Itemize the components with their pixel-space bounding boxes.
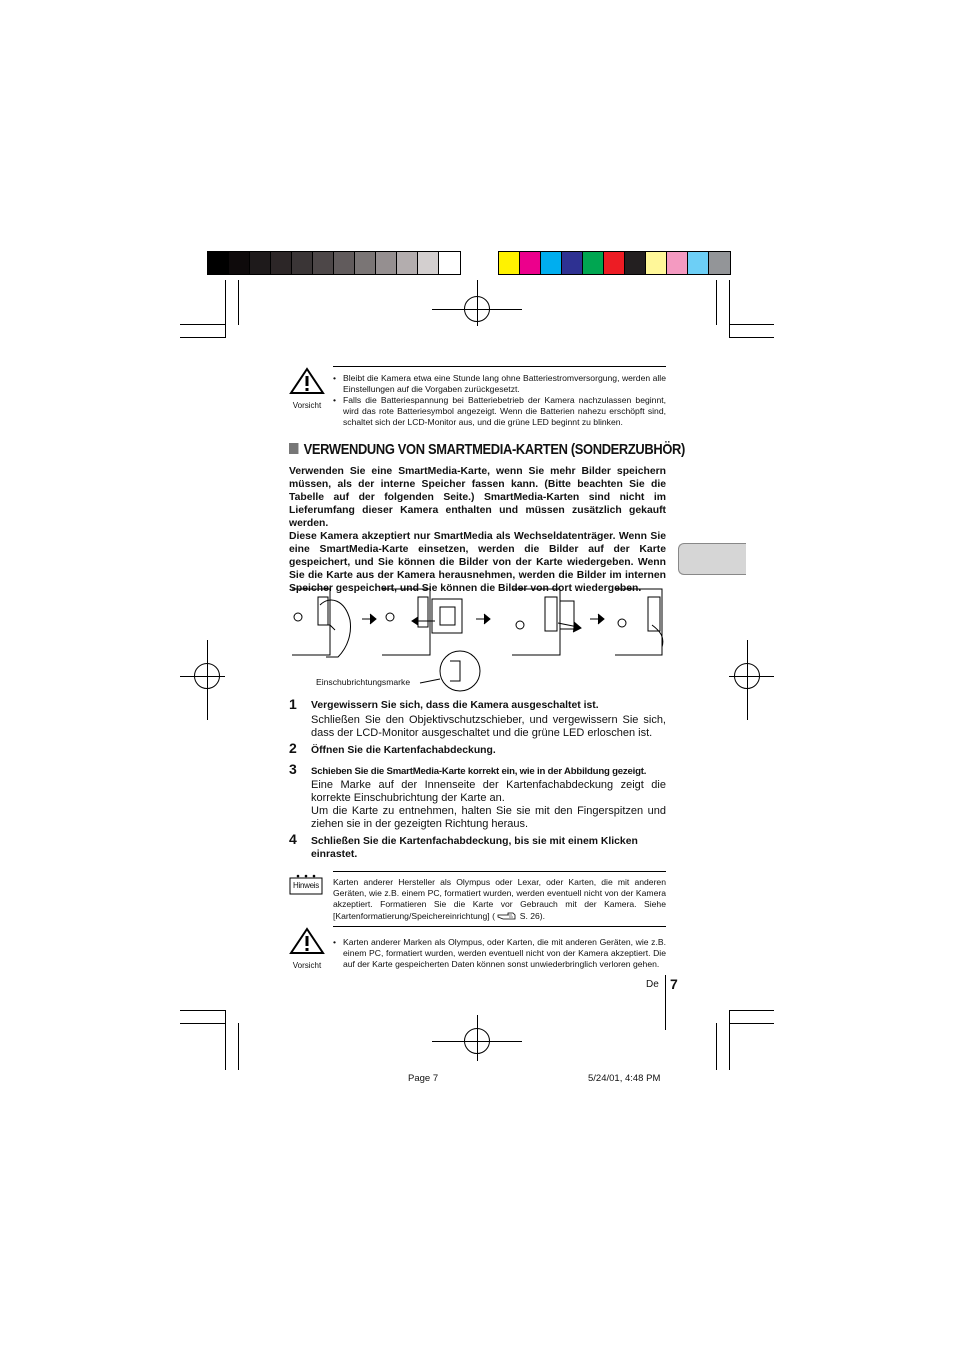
page-number: 7 <box>670 976 678 992</box>
crop-mark <box>729 337 774 338</box>
crop-mark <box>225 280 226 338</box>
caution-list <box>333 937 666 970</box>
step-number: 4 <box>289 831 297 847</box>
step-heading: Öffnen Sie die Kartenfachabdeckung. <box>311 745 496 756</box>
color-swatch <box>376 252 397 274</box>
crop-mark <box>729 280 730 338</box>
step-paragraph: Um die Karte zu entnehmen, halten Sie sie mit den Fingerspitzen und ziehen sie in der gezeigten Richtung heraus. <box>311 805 666 830</box>
color-swatch <box>625 252 646 274</box>
color-swatch <box>604 252 625 274</box>
color-scale-bar <box>498 251 731 275</box>
divider <box>333 871 666 872</box>
color-swatch <box>313 252 334 274</box>
crop-mark <box>729 1010 774 1011</box>
color-swatch <box>271 252 292 274</box>
pointing-hand-icon <box>497 910 517 920</box>
step-body <box>311 714 666 740</box>
caution-icon-block <box>287 927 327 970</box>
print-page: Page 7 <box>408 1073 439 1084</box>
color-swatch <box>499 252 520 274</box>
hinweis-label: Hinweis <box>293 881 319 890</box>
crop-mark <box>729 1023 774 1024</box>
list-item: • Falls die Batteriespannung bei Batteriebetrieb der Kamera nachzulassen beginnt, wird das rote Batteriesymbol angezeigt. Wenn die Batterien nahezu erschöpft sind, schaltet sich der LCD-Monitor aus, und die grüne LED beginnt zu blinken. <box>333 395 666 428</box>
crop-mark <box>747 640 748 720</box>
crop-mark <box>180 337 225 338</box>
crop-mark <box>225 1010 226 1070</box>
crop-mark <box>180 324 225 325</box>
caution-icon-block <box>287 367 327 410</box>
gray-scale-bar <box>207 251 461 275</box>
crop-mark <box>207 640 208 720</box>
section-title: VERWENDUNG VON SMARTMEDIA-KARTEN (SONDERZUBHÖR) <box>289 441 616 458</box>
color-swatch <box>397 252 418 274</box>
step-paragraph: Schließen Sie den Objektivschutzschieber, und vergewissern Sie sich, dass der LCD-Monitor ausgeschaltet und die grüne LED erloschen ist. <box>311 714 666 739</box>
color-swatch <box>229 252 250 274</box>
illustration-label: Einschubrichtungsmarke <box>316 677 411 687</box>
intro-paragraph: Verwenden Sie eine SmartMedia-Karte, wenn Sie mehr Bilder speichern müssen, als der interne Speicher fassen kann. (Bitte beachten Sie die Tabelle auf der folgenden Seite.) SmartMedia-Karten sind nicht im Lieferumfang dieser Kamera enthalten und müssen zusätzlich gekauft werden. <box>289 466 666 529</box>
list-item: • Bleibt die Kamera etwa eine Stunde lang ohne Batteriestromversorgung, werden alle Einstellungen auf die Vorgaben zurückgesetzt. <box>333 373 666 395</box>
color-swatch <box>667 252 688 274</box>
crop-mark <box>716 280 717 325</box>
print-date: 5/24/01, 4:48 PM <box>588 1073 661 1084</box>
crop-mark <box>477 1015 478 1061</box>
caution-label: Vorsicht <box>292 961 322 970</box>
crop-mark <box>238 280 239 325</box>
color-swatch <box>562 252 583 274</box>
divider <box>665 975 666 1030</box>
crop-mark <box>180 1023 225 1024</box>
color-swatch <box>250 252 271 274</box>
caution-list <box>333 373 666 428</box>
step-paragraph: Eine Marke auf der Innenseite der Kartenfachabdeckung zeigt die korrekte Einschubrichtung der Karte an. <box>311 779 666 804</box>
crop-mark <box>180 1010 225 1011</box>
step-number: 2 <box>289 740 297 756</box>
crop-mark <box>716 1023 717 1070</box>
step-number: 3 <box>289 761 297 777</box>
color-swatch <box>292 252 313 274</box>
crop-mark <box>477 280 478 326</box>
hinweis-text: Karten anderer Hersteller als Olympus oder Lexar, oder Karten, die mit anderen Geräten, wie z.B. einem PC, formatiert wurden, werden eventuell nicht von der Kamera akzeptiert. Formatieren Sie die Karte vor Gebrauch mit der Kamera. Siehe [Kartenformatierung/Speichereinrichtung] ( S. 26). <box>333 877 666 921</box>
color-swatch <box>646 252 667 274</box>
intro-paragraph: Diese Kamera akzeptiert nur SmartMedia als Wechseldatenträger. Wenn Sie eine SmartMedia-Karte einsetzen, werden die Bilder auf der Karte gespeichert, und Sie können die Bilder von der Karte wiedergeben. Wenn Sie die Karte aus der Kamera herausnehmen, werden die Bilder im internen Speicher gespeichert, und Sie können die Bilder von dort wiedergeben. <box>289 531 666 594</box>
step-body <box>311 779 666 831</box>
divider <box>333 366 666 367</box>
step-number: 1 <box>289 696 297 712</box>
crop-mark <box>729 1010 730 1070</box>
color-swatch <box>334 252 355 274</box>
color-swatch <box>418 252 439 274</box>
square-bullet-icon <box>289 443 298 454</box>
crop-mark <box>238 1023 239 1070</box>
intro-text <box>289 465 666 595</box>
color-swatch <box>208 252 229 274</box>
caution-label: Vorsicht <box>292 401 322 410</box>
color-swatch <box>688 252 709 274</box>
divider <box>333 926 666 927</box>
page-tab <box>678 543 746 575</box>
step-heading: Schließen Sie die Kartenfachabdeckung, bis sie mit einem Klicken einrastet. <box>311 836 638 860</box>
language-code: De <box>646 979 659 990</box>
color-swatch <box>583 252 604 274</box>
hinweis-icon <box>289 873 323 895</box>
warning-icon <box>287 927 327 955</box>
crop-mark <box>729 676 774 677</box>
color-swatch <box>355 252 376 274</box>
color-swatch <box>541 252 562 274</box>
warning-icon <box>287 367 327 395</box>
color-swatch <box>709 252 730 274</box>
color-swatch <box>439 252 460 274</box>
list-item: • Karten anderer Marken als Olympus, oder Karten, die mit anderen Geräten, wie z.B. einem PC, formatiert wurden, werden eventuell nicht von der Kamera akzeptiert. Die auf der Karte gespeicherten Daten können sonst unwiederbringlich verloren gehen. <box>333 937 666 970</box>
crop-mark <box>729 324 774 325</box>
step-heading: Schieben Sie die SmartMedia-Karte korrekt ein, wie in der Abbildung gezeigt. <box>311 766 647 777</box>
step-heading: Vergewissern Sie sich, dass die Kamera ausgeschaltet ist. <box>311 700 599 711</box>
crop-mark <box>180 676 225 677</box>
color-swatch <box>520 252 541 274</box>
